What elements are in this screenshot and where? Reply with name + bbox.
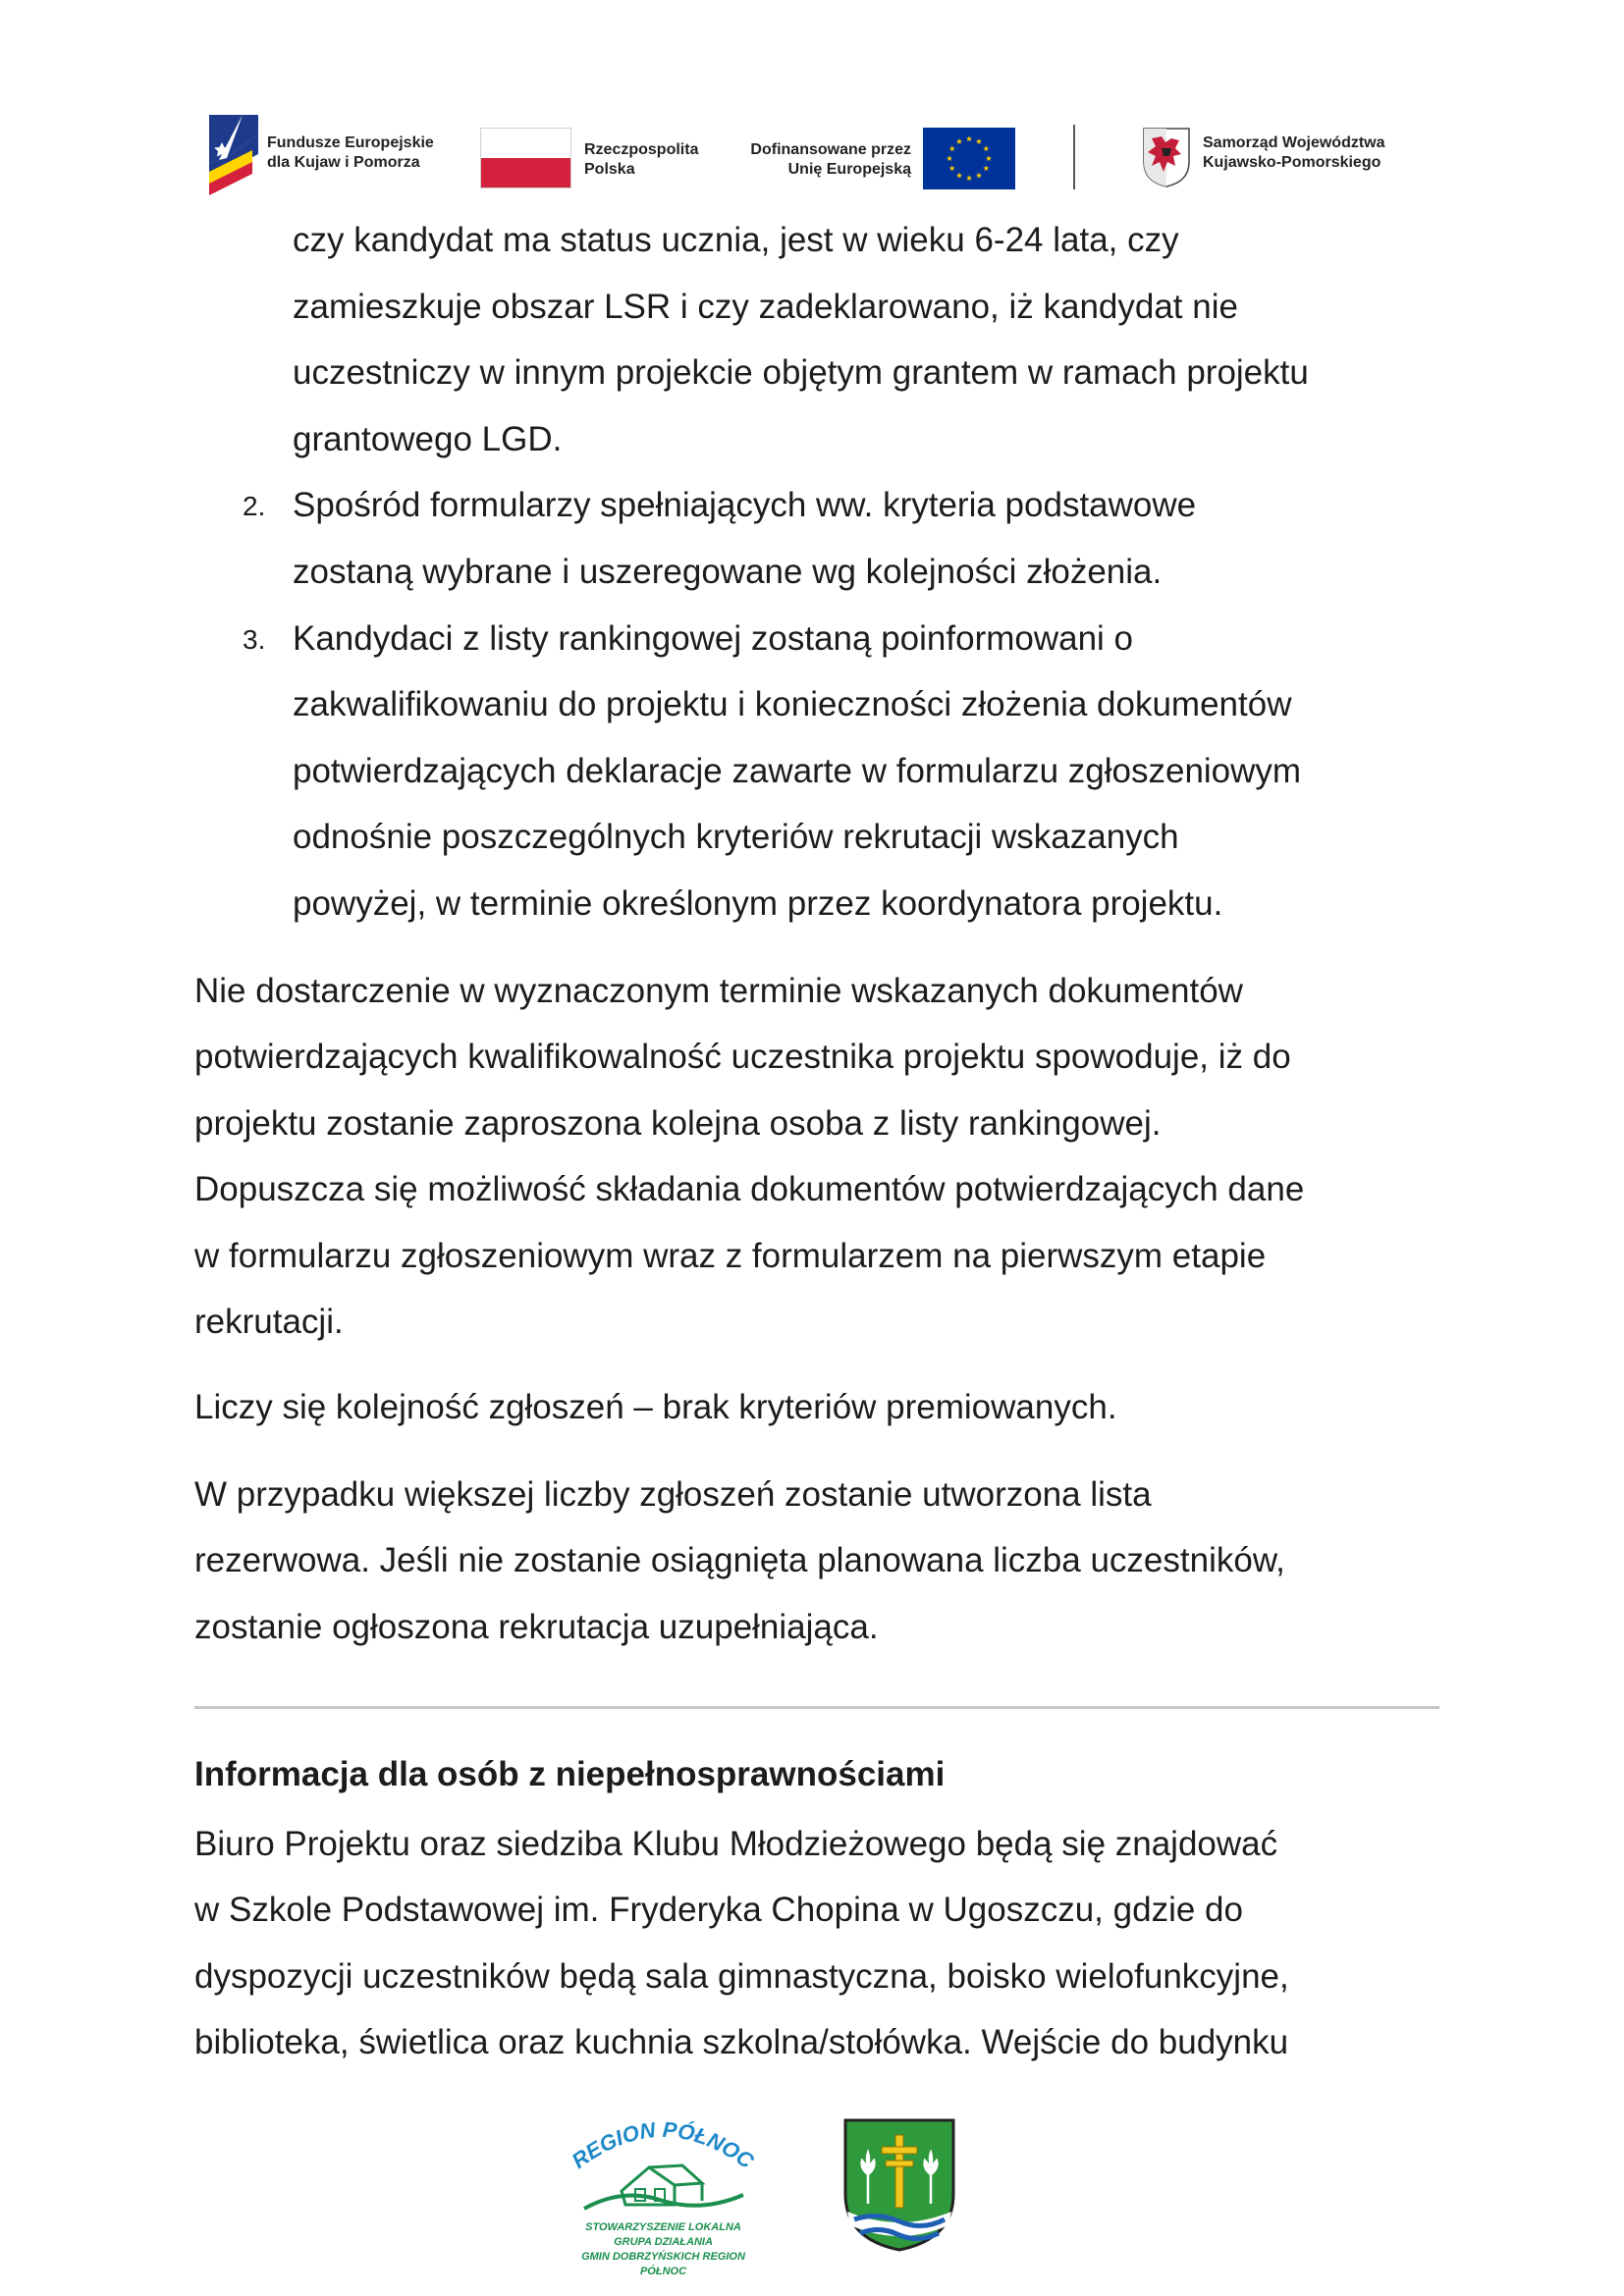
pl-line2: Polska (584, 161, 635, 178)
paragraph-line: zostanie ogłoszona rekrutacja uzupełniająca. (194, 1608, 879, 1646)
paragraph-order: Liczy się kolejność zgłoszeń – brak kryteriów premiowanych. (194, 1388, 1117, 1426)
eu-flag-icon (923, 128, 1015, 189)
paragraph-line: Nie dostarczenie w wyznaczonym terminie wskazanych dokumentów (194, 972, 1243, 1010)
paragraph-line: biblioteka, świetlica oraz kuchnia szkolna/stołówka. Wejście do budynku (194, 2023, 1289, 2061)
list-line: odnośnie poszczególnych kryteriów rekrutacji wskazanych (293, 818, 1179, 856)
list-line: grantowego LGD. (293, 420, 563, 458)
eu-cofinanced-label (731, 140, 911, 180)
paragraph-line: dyspozycji uczestników będą sala gimnastyczna, boisko wielofunkcyjne, (194, 1957, 1289, 1996)
paragraph-line: potwierdzających kwalifikowalność uczestnika projektu spowoduje, iż do (194, 1038, 1291, 1076)
section-heading: Informacja dla osób z niepełnosprawnościami (194, 1755, 946, 1793)
paragraph-line: Dopuszcza się możliwość składania dokumentów potwierdzających dane (194, 1170, 1305, 1208)
list-line: powyżej, w terminie określonym przez koordynatora projektu. (293, 884, 1223, 923)
list-line: uczestniczy w innym projekcie objętym grantem w ramach projektu (293, 353, 1309, 392)
paragraph-line: rekrutacji. (194, 1303, 344, 1341)
kp-line1: Samorząd Województwa (1203, 134, 1385, 151)
paragraph-line: w Szkole Podstawowej im. Fryderyka Chopina w Ugoszczu, gdzie do (194, 1891, 1243, 1929)
kujawsko-pomorskie-crest-icon (1142, 127, 1191, 187)
fundusze-europejskie-label (267, 133, 434, 173)
paragraph-line: w formularzu zgłoszeniowym wraz z formularzem na pierwszym etapie (194, 1237, 1267, 1275)
list-line: Kandydaci z listy rankingowej zostaną poinformowani o (293, 619, 1134, 658)
paragraph-line: W przypadku większej liczby zgłoszeń zostanie utworzona lista (194, 1475, 1152, 1514)
list-number: 2. (243, 491, 266, 521)
kp-line2: Kujawsko-Pomorskiego (1203, 154, 1381, 171)
fundusze-europejskie-logo-icon (209, 115, 258, 195)
svg-text:REGION PÓŁNOC: REGION PÓŁNOC (567, 2116, 759, 2174)
fe-line1: Fundusze Europejskie (267, 134, 434, 151)
pl-line1: Rzeczpospolita (584, 141, 699, 158)
lgd-caption (568, 2220, 759, 2279)
list-number: 3. (243, 624, 266, 655)
paragraph-line: Biuro Projektu oraz siedziba Klubu Młodzieżowego będą się znajdować (194, 1825, 1278, 1863)
lgd-caption-line2: GMIN DOBRZYŃSKICH REGION PÓŁNOC (581, 2251, 745, 2277)
list-line: zamieszkuje obszar LSR i czy zadeklarowano, iż kandydat nie (293, 288, 1238, 326)
paragraph-line: rezerwowa. Jeśli nie zostanie osiągnięta planowana liczba uczestników, (194, 1541, 1285, 1579)
rzeczpospolita-label (584, 140, 698, 180)
fe-line2: dla Kujaw i Pomorza (267, 154, 420, 171)
list-line: zakwalifikowaniu do projektu i konieczności złożenia dokumentów (293, 685, 1292, 723)
list-line: czy kandydat ma status ucznia, jest w wieku 6-24 lata, czy (293, 221, 1179, 259)
gmina-coat-of-arms-icon (842, 2117, 956, 2253)
lgd-region-polnoc-logo-icon (565, 2110, 761, 2228)
lgd-caption-line1: STOWARZYSZENIE LOKALNA GRUPA DZIAŁANIA (585, 2221, 741, 2248)
horizontal-rule (194, 1706, 1439, 1709)
list-line: potwierdzających deklaracje zawarte w formularzu zgłoszeniowym (293, 752, 1302, 790)
list-line: zostaną wybrane i uszeregowane wg kolejności złożenia. (293, 553, 1163, 591)
header-separator (1073, 125, 1075, 189)
samorzad-label (1203, 133, 1385, 173)
poland-flag-icon (480, 128, 571, 188)
ue-line2: Unię Europejską (787, 161, 911, 178)
list-line: Spośród formularzy spełniających ww. kryteria podstawowe (293, 486, 1197, 524)
ue-line1: Dofinansowane przez (750, 141, 911, 158)
paragraph-line: projektu zostanie zaproszona kolejna osoba z listy rankingowej. (194, 1104, 1162, 1143)
header-logos (0, 0, 1624, 216)
